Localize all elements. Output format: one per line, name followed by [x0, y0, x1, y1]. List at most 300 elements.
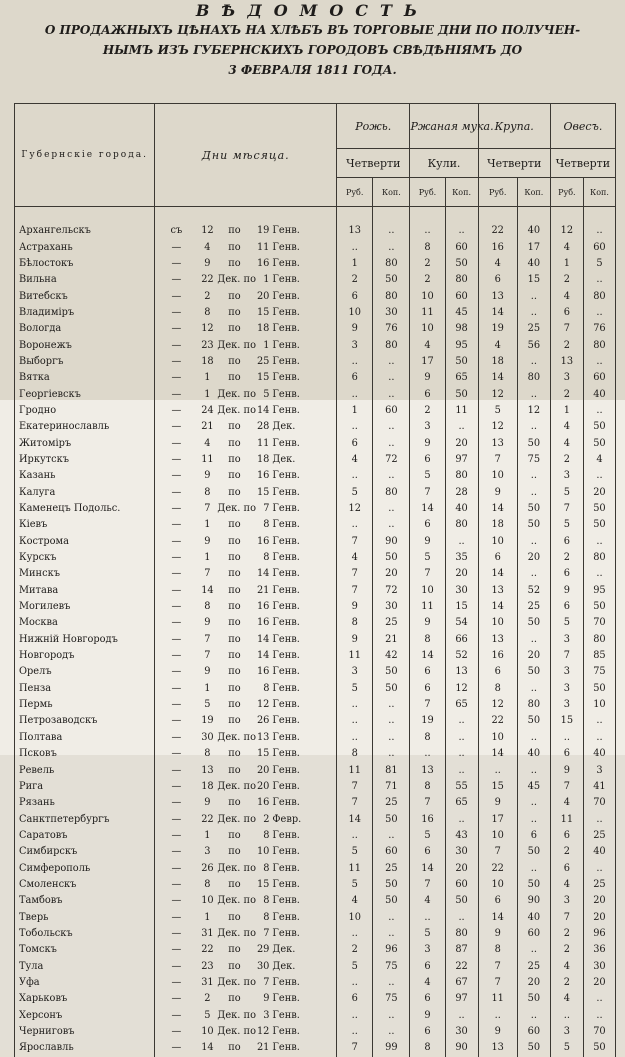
price-oats-rub: 6	[550, 305, 583, 321]
price-flour-kop: 97	[445, 991, 478, 1007]
price-oats-rub: 5	[550, 485, 583, 501]
price-groats-kop: 12	[517, 403, 550, 419]
price-rye-kop: ..	[373, 370, 410, 386]
date-range	[155, 485, 337, 501]
table-row	[15, 1024, 616, 1040]
price-oats-kop: 20	[583, 893, 615, 909]
date-connector: по	[228, 878, 241, 890]
price-groats-kop: 45	[517, 779, 550, 795]
table-row	[15, 615, 616, 631]
date-range	[155, 583, 337, 599]
date-start: 8	[204, 878, 211, 890]
price-rye-kop: 96	[373, 942, 410, 958]
price-flour-kop: ..	[445, 746, 478, 762]
date-start: 9	[204, 535, 211, 547]
header-rye-flour: Ржаная мука.	[410, 104, 478, 149]
price-flour-rub: 5	[410, 550, 445, 566]
price-oats-rub: 6	[550, 860, 583, 876]
price-oats-rub: 7	[550, 909, 583, 925]
date-month: Генв.	[272, 1009, 300, 1021]
price-groats-kop: 6	[517, 828, 550, 844]
city-name: Ярославль	[15, 1040, 155, 1056]
date-prefix: —	[171, 257, 182, 269]
city-name: Ревель	[15, 762, 155, 778]
price-oats-rub: 2	[550, 386, 583, 402]
price-groats-kop: 50	[517, 664, 550, 680]
date-prefix: —	[171, 797, 182, 809]
price-groats-rub: 6	[478, 550, 517, 566]
price-flour-rub: 13	[410, 762, 445, 778]
price-rye-rub: 2	[337, 272, 373, 288]
date-month: Генв.	[272, 617, 300, 629]
price-oats-kop: ..	[583, 223, 615, 239]
price-rye-rub: 4	[337, 452, 373, 468]
price-groats-kop: 52	[517, 583, 550, 599]
date-start: 8	[204, 601, 211, 613]
date-connector: по	[228, 960, 241, 972]
date-start: 9	[204, 797, 211, 809]
sub-rub-rye: Руб.	[337, 178, 373, 207]
city-name: Тверь	[15, 909, 155, 925]
date-prefix: —	[171, 421, 182, 433]
date-end: 15	[256, 878, 270, 890]
city-name: Калуга	[15, 485, 155, 501]
date-range	[155, 223, 337, 239]
price-oats-rub: 4	[550, 239, 583, 255]
price-flour-kop: 30	[445, 583, 478, 599]
price-flour-rub: 19	[410, 713, 445, 729]
date-prefix: —	[171, 944, 182, 956]
price-groats-rub: 11	[478, 991, 517, 1007]
price-oats-kop: 20	[583, 485, 615, 501]
date-month: Генв.	[272, 797, 300, 809]
price-rye-kop: ..	[373, 517, 410, 533]
price-rye-rub: ..	[337, 517, 373, 533]
date-range	[155, 877, 337, 893]
price-flour-rub: 10	[410, 321, 445, 337]
price-groats-kop: 40	[517, 256, 550, 272]
price-rye-kop: 80	[373, 337, 410, 353]
price-flour-rub: 3	[410, 419, 445, 435]
price-groats-rub: 13	[478, 1040, 517, 1056]
date-range	[155, 664, 337, 680]
table-row	[15, 648, 616, 664]
document-subtitle-line-1: О ПРОДАЖНЫХЪ ЦѢНАХЪ НА ХЛѢБЪ ВЪ ТОРГОВЫЕ ДНИ ПО ПОЛУЧЕН-	[44, 23, 581, 37]
table-row	[15, 811, 616, 827]
price-groats-rub: 9	[478, 795, 517, 811]
price-flour-kop: 35	[445, 550, 478, 566]
date-start: 1	[204, 519, 211, 531]
price-oats-kop: 40	[583, 844, 615, 860]
price-rye-rub: 8	[337, 746, 373, 762]
date-prefix: —	[171, 748, 182, 760]
price-oats-rub: 2	[550, 844, 583, 860]
price-flour-kop: 30	[445, 844, 478, 860]
date-month: Генв.	[272, 241, 300, 253]
date-connector: Дек. по	[217, 503, 256, 515]
price-flour-kop: 65	[445, 370, 478, 386]
date-start: 8	[204, 748, 211, 760]
unit-rye-flour: Кули.	[410, 149, 478, 178]
city-name: Кострома	[15, 534, 155, 550]
date-range	[155, 795, 337, 811]
date-range	[155, 762, 337, 778]
price-rye-kop: ..	[373, 713, 410, 729]
date-prefix: —	[171, 731, 182, 743]
city-name: Кіевъ	[15, 517, 155, 533]
price-groats-rub: 4	[478, 337, 517, 353]
price-groats-rub: 9	[478, 926, 517, 942]
price-rye-kop: ..	[373, 730, 410, 746]
price-rye-kop: ..	[373, 697, 410, 713]
price-groats-rub: 13	[478, 632, 517, 648]
price-flour-rub: 14	[410, 860, 445, 876]
price-flour-kop: 30	[445, 1024, 478, 1040]
date-range	[155, 566, 337, 582]
price-flour-rub: 2	[410, 403, 445, 419]
city-name: Вильна	[15, 272, 155, 288]
price-oats-rub: 3	[550, 468, 583, 484]
price-rye-rub: ..	[337, 468, 373, 484]
date-prefix: —	[171, 404, 182, 416]
unit-groats: Четверти	[478, 149, 550, 178]
date-month: Генв.	[272, 699, 300, 711]
price-groats-kop: 20	[517, 648, 550, 664]
table-row	[15, 354, 616, 370]
date-range	[155, 599, 337, 615]
date-prefix: —	[171, 601, 182, 613]
price-flour-rub: 6	[410, 386, 445, 402]
price-rye-rub: 1	[337, 256, 373, 272]
price-oats-kop: ..	[583, 566, 615, 582]
date-end: 16	[256, 470, 270, 482]
price-rye-rub: 4	[337, 550, 373, 566]
date-prefix: —	[171, 486, 182, 498]
date-connector: Дек. по	[217, 388, 256, 400]
price-flour-rub: 11	[410, 305, 445, 321]
date-start: 31	[201, 927, 214, 939]
table-row	[15, 223, 616, 239]
date-start: 10	[201, 895, 214, 907]
date-month: Генв.	[272, 584, 300, 596]
date-month: Февр.	[272, 813, 302, 825]
date-range	[155, 991, 337, 1007]
document-title: ВѢДОМОСТЬ	[195, 1, 430, 20]
price-groats-kop: ..	[517, 762, 550, 778]
table-row	[15, 599, 616, 615]
price-oats-kop: 30	[583, 958, 615, 974]
price-groats-kop: 50	[517, 713, 550, 729]
city-name: Уфа	[15, 975, 155, 991]
price-flour-rub: 4	[410, 975, 445, 991]
date-range	[155, 386, 337, 402]
price-groats-rub: 7	[478, 844, 517, 860]
date-connector: по	[228, 421, 241, 433]
date-month: Генв.	[272, 552, 300, 564]
price-groats-rub: 13	[478, 435, 517, 451]
price-groats-rub: 16	[478, 239, 517, 255]
date-prefix: —	[171, 960, 182, 972]
price-oats-rub: 4	[550, 288, 583, 304]
date-month: Генв.	[272, 355, 300, 367]
price-flour-kop: 66	[445, 632, 478, 648]
unit-oats: Четверти	[550, 149, 615, 178]
date-connector: Дек. по	[217, 862, 256, 874]
price-rye-rub: 6	[337, 370, 373, 386]
price-rye-rub: 5	[337, 681, 373, 697]
city-name: Москва	[15, 615, 155, 631]
price-oats-rub: 1	[550, 256, 583, 272]
price-oats-kop: 50	[583, 501, 615, 517]
city-name: Митава	[15, 583, 155, 599]
date-month: Генв.	[272, 568, 300, 580]
price-flour-kop: ..	[445, 713, 478, 729]
price-rye-rub: 7	[337, 583, 373, 599]
price-groats-kop: 90	[517, 893, 550, 909]
price-flour-kop: 50	[445, 893, 478, 909]
price-groats-rub: 7	[478, 958, 517, 974]
city-name: Симферополь	[15, 860, 155, 876]
date-start: 22	[201, 813, 214, 825]
date-connector: Дек. по	[217, 927, 256, 939]
price-flour-kop: 80	[445, 272, 478, 288]
price-rye-rub: 6	[337, 288, 373, 304]
date-prefix: съ	[170, 225, 183, 237]
date-month: Генв.	[272, 666, 300, 678]
date-range	[155, 501, 337, 517]
price-groats-rub: 12	[478, 386, 517, 402]
price-groats-kop: ..	[517, 795, 550, 811]
date-prefix: —	[171, 927, 182, 939]
price-rye-kop: 50	[373, 550, 410, 566]
price-oats-rub: 7	[550, 321, 583, 337]
date-end: 11	[256, 241, 270, 253]
date-range	[155, 354, 337, 370]
date-prefix: —	[171, 535, 182, 547]
price-rye-rub: ..	[337, 730, 373, 746]
price-rye-kop: 21	[373, 632, 410, 648]
price-oats-kop: ..	[583, 811, 615, 827]
date-end: 16	[256, 797, 270, 809]
date-range	[155, 517, 337, 533]
price-rye-rub: 7	[337, 1040, 373, 1056]
sub-rub-oats: Руб.	[550, 178, 583, 207]
price-groats-kop: 25	[517, 321, 550, 337]
price-flour-kop: 50	[445, 386, 478, 402]
price-oats-rub: 2	[550, 942, 583, 958]
date-end: 8	[263, 895, 270, 907]
date-range	[155, 534, 337, 550]
price-oats-kop: 60	[583, 370, 615, 386]
price-oats-kop: 10	[583, 697, 615, 713]
table-row	[15, 337, 616, 353]
date-connector: по	[228, 453, 241, 465]
price-flour-rub: 9	[410, 615, 445, 631]
price-rye-rub: 5	[337, 844, 373, 860]
date-end: 11	[256, 437, 270, 449]
price-rye-kop: 76	[373, 321, 410, 337]
date-range	[155, 256, 337, 272]
price-flour-kop: 20	[445, 860, 478, 876]
date-connector: по	[228, 306, 241, 318]
date-range	[155, 860, 337, 876]
price-oats-rub: 1	[550, 403, 583, 419]
price-rye-kop: ..	[373, 419, 410, 435]
date-range	[155, 713, 337, 729]
date-start: 9	[204, 257, 211, 269]
price-oats-kop: ..	[583, 534, 615, 550]
price-flour-rub: 7	[410, 795, 445, 811]
table-row	[15, 942, 616, 958]
date-range	[155, 632, 337, 648]
date-start: 7	[204, 633, 211, 645]
date-range	[155, 648, 337, 664]
price-groats-kop: 50	[517, 435, 550, 451]
date-prefix: —	[171, 1042, 182, 1054]
date-end: 16	[256, 617, 270, 629]
date-month: Генв.	[272, 601, 300, 613]
date-connector: по	[228, 764, 241, 776]
price-rye-kop: ..	[373, 828, 410, 844]
date-prefix: —	[171, 715, 182, 727]
price-flour-kop: 60	[445, 288, 478, 304]
date-month: Генв.	[272, 846, 300, 858]
date-end: 15	[256, 748, 270, 760]
city-name: Томскъ	[15, 942, 155, 958]
date-start: 14	[201, 584, 214, 596]
price-flour-rub: 8	[410, 730, 445, 746]
price-groats-kop: 56	[517, 337, 550, 353]
price-groats-rub: 22	[478, 223, 517, 239]
date-prefix: —	[171, 633, 182, 645]
date-month: Дек.	[272, 421, 296, 433]
date-start: 10	[201, 1026, 214, 1038]
date-month: Генв.	[272, 976, 300, 988]
table-row	[15, 975, 616, 991]
date-month: Генв.	[272, 306, 300, 318]
price-oats-rub: 6	[550, 599, 583, 615]
date-connector: Дек. по	[217, 731, 256, 743]
date-month: Генв.	[272, 650, 300, 662]
price-oats-rub: 2	[550, 926, 583, 942]
price-groats-rub: 8	[478, 942, 517, 958]
city-name: Житоміръ	[15, 435, 155, 451]
price-oats-kop: 95	[583, 583, 615, 599]
table-row	[15, 958, 616, 974]
city-name: Владиміръ	[15, 305, 155, 321]
date-prefix: —	[171, 862, 182, 874]
price-flour-rub: 17	[410, 354, 445, 370]
date-range	[155, 746, 337, 762]
price-groats-kop: 50	[517, 844, 550, 860]
date-connector: по	[228, 241, 241, 253]
date-end: 1	[263, 339, 270, 351]
price-groats-rub: 6	[478, 664, 517, 680]
date-start: 1	[204, 911, 211, 923]
table-row	[15, 1008, 616, 1024]
date-start: 24	[201, 404, 214, 416]
price-rye-kop: ..	[373, 386, 410, 402]
price-flour-kop: 40	[445, 501, 478, 517]
date-range	[155, 1040, 337, 1056]
price-groats-kop: 50	[517, 991, 550, 1007]
date-end: 19	[256, 225, 270, 237]
date-prefix: —	[171, 1009, 182, 1021]
bread-price-table	[14, 103, 616, 1057]
date-end: 15	[256, 486, 270, 498]
price-flour-rub: 6	[410, 958, 445, 974]
price-flour-rub: 8	[410, 632, 445, 648]
date-end: 9	[263, 993, 270, 1005]
header-rye: Рожь.	[337, 104, 410, 149]
price-rye-kop: 72	[373, 583, 410, 599]
date-start: 1	[204, 682, 211, 694]
city-name: Бѣлостокъ	[15, 256, 155, 272]
date-range	[155, 697, 337, 713]
price-groats-rub: ..	[478, 762, 517, 778]
table-row	[15, 305, 616, 321]
date-end: 2	[263, 813, 270, 825]
date-month: Генв.	[272, 339, 300, 351]
price-rye-rub: ..	[337, 386, 373, 402]
table-row	[15, 583, 616, 599]
city-name: Новгородъ	[15, 648, 155, 664]
date-end: 12	[256, 699, 270, 711]
date-connector: по	[228, 911, 241, 923]
table-row	[15, 419, 616, 435]
price-flour-rub: 11	[410, 599, 445, 615]
date-start: 19	[201, 715, 214, 727]
price-groats-kop: 50	[517, 1040, 550, 1056]
sub-kop-rye-flour: Коп.	[445, 178, 478, 207]
price-oats-rub: 4	[550, 435, 583, 451]
city-name: Херсонъ	[15, 1008, 155, 1024]
date-prefix: —	[171, 829, 182, 841]
price-groats-rub: 17	[478, 811, 517, 827]
price-rye-rub: 9	[337, 321, 373, 337]
price-groats-rub: 14	[478, 599, 517, 615]
date-connector: Дек. по	[217, 339, 256, 351]
price-flour-rub: 14	[410, 501, 445, 517]
price-rye-kop: 25	[373, 860, 410, 876]
price-rye-kop: ..	[373, 223, 410, 239]
price-rye-kop: 80	[373, 485, 410, 501]
price-rye-kop: ..	[373, 1008, 410, 1024]
price-oats-kop: 70	[583, 1024, 615, 1040]
city-name: Вологда	[15, 321, 155, 337]
price-flour-kop: 80	[445, 926, 478, 942]
date-prefix: —	[171, 911, 182, 923]
table-row	[15, 517, 616, 533]
city-name: Тамбовъ	[15, 893, 155, 909]
date-range	[155, 370, 337, 386]
table-row	[15, 321, 616, 337]
price-groats-kop: ..	[517, 860, 550, 876]
date-range	[155, 321, 337, 337]
price-groats-kop: ..	[517, 468, 550, 484]
price-flour-kop: 65	[445, 697, 478, 713]
price-rye-kop: ..	[373, 1024, 410, 1040]
sub-kop-rye: Коп.	[373, 178, 410, 207]
date-end: 16	[256, 601, 270, 613]
date-connector: по	[228, 486, 241, 498]
price-rye-kop: ..	[373, 501, 410, 517]
price-oats-rub: 2	[550, 337, 583, 353]
date-connector: по	[228, 470, 241, 482]
table-row	[15, 403, 616, 419]
price-rye-kop: 25	[373, 615, 410, 631]
price-flour-kop: 20	[445, 566, 478, 582]
